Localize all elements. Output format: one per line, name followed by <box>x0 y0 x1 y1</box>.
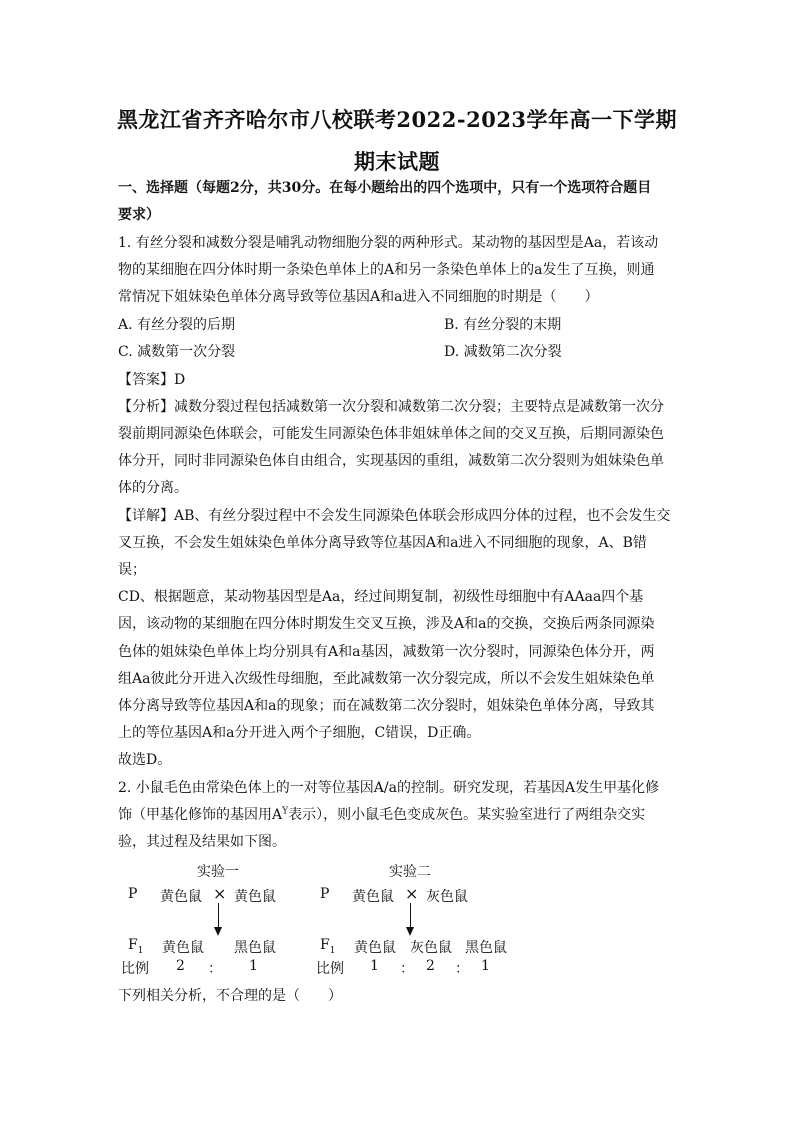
q2-question: 下列相关分析，不合理的是（ ） <box>118 988 342 1004</box>
exp2-parent2: 灰色鼠 <box>426 889 468 905</box>
exp1-parent2: 黄色鼠 <box>234 889 276 905</box>
q1-option-c: C. 减数第一次分裂 <box>118 344 236 360</box>
exp2-offspring-yellow: 黄色鼠 <box>354 940 396 956</box>
exp2-title: 实验二 <box>389 864 431 880</box>
q1-detail-line3: 误； <box>118 562 146 578</box>
exp1-f1-letter: F <box>128 937 138 953</box>
q1-detail-line2: 叉互换，不会发生姐妹染色单体分离导致等位基因A和a进入不同细胞的现象，A、B错 <box>118 535 647 551</box>
q1-analysis-line4: 体的分离。 <box>118 480 188 496</box>
q2-stem-line3: 验，其过程及结果如下图。 <box>118 834 286 850</box>
q2-stem-line1: 2. 小鼠毛色由常染色体上的一对等位基因A/a的控制。研究发现，若基因A发生甲基化修 <box>118 780 660 796</box>
exp1-ratio-colon: ： <box>208 961 222 977</box>
exp2-ratio-2: 2 <box>426 958 435 974</box>
exp2-ratio-colon-1: ： <box>400 961 414 977</box>
q1-analysis-line3: 体分开，同时非同源染色体自由组合，实现基因的重组，减数第二次分裂则为姐妹染色单 <box>118 453 664 469</box>
q1-stem-line2: 物的某细胞在四分体时期一条染色单体上的A和另一条染色单体上的a发生了互换，则通 <box>118 262 655 278</box>
q1-detail-line1: 【详解】AB、有丝分裂过程中不会发生同源染色体联会形成四分体的过程，也不会发生交 <box>118 508 671 524</box>
page-title-line2: 期末试题 <box>354 149 440 174</box>
exp1-f1-subscript: 1 <box>137 946 144 956</box>
exp2-ratio-1: 1 <box>370 958 379 974</box>
exp2-parent1: 黄色鼠 <box>352 889 394 905</box>
q1-stem-line3: 常情况下姐妹染色单体分离导致等位基因A和a进入不同细胞的时期是（ ） <box>118 289 599 305</box>
q1-option-d: D. 减数第二次分裂 <box>444 344 562 360</box>
exp2-ratio-label: 比例 <box>316 961 344 977</box>
exp1-offspring-yellow: 黄色鼠 <box>162 940 204 956</box>
q1-detail-line9: 上的等位基因A和a分开进入两个子细胞，C错误，D正确。 <box>118 725 481 741</box>
exp2-arrow-head <box>406 927 414 936</box>
exp2-ratio-3: 1 <box>481 958 490 974</box>
exp1-parent1: 黄色鼠 <box>160 889 202 905</box>
exp2-cross-symbol: × <box>405 884 419 903</box>
q1-stem-line1: 1. 有丝分裂和减数分裂是哺乳动物细胞分裂的两种形式。某动物的基因型是Aa，若该动 <box>118 235 659 251</box>
exp1-ratio-label: 比例 <box>121 961 149 977</box>
q1-detail-line4: CD、根据题意，某动物基因型是Aa，经过间期复制，初级性母细胞中有AAaa四个基 <box>118 589 644 605</box>
exp2-offspring-black: 黑色鼠 <box>465 940 507 956</box>
q1-detail-line7: 组Aa彼此分开进入次级性母细胞，至此减数第一次分裂完成，所以不会发生姐妹染色单 <box>118 671 655 687</box>
exp1-ratio-1: 2 <box>176 958 185 974</box>
q1-detail-line6: 色体的姐妹染色单体上均分别具有A和a基因，减数第一次分裂时，同源染色体分开，两 <box>118 644 655 660</box>
exp1-cross-symbol: × <box>213 884 227 903</box>
exp2-f1-label <box>320 937 336 956</box>
q1-answer: 【答案】D <box>118 372 186 388</box>
exp1-offspring-black: 黑色鼠 <box>234 940 276 956</box>
section-heading-line1: 一、选择题（每题2分，共30分。在每小题给出的四个选项中，只有一个选项符合题目 <box>118 180 652 196</box>
section-heading-line2: 要求） <box>118 207 160 223</box>
exp1-title: 实验一 <box>197 864 239 880</box>
exp1-arrow-line <box>218 903 219 928</box>
q2-stem-line2-part2: 表示），则小鼠毛色变成灰色。某实验室进行了两组杂交实 <box>288 807 646 823</box>
q2-stem-line2 <box>118 806 645 824</box>
exp2-offspring-gray: 灰色鼠 <box>410 940 452 956</box>
q2-stem-line2-part1: 饰（甲基化修饰的基因用A <box>118 807 283 823</box>
exp1-arrow-head <box>214 927 222 936</box>
exp1-f1-label <box>128 937 144 956</box>
exp2-p-label: P <box>320 886 330 902</box>
q1-option-b: B. 有丝分裂的末期 <box>444 317 562 333</box>
q1-analysis-line1: 【分析】减数分裂过程包括减数第一次分裂和减数第二次分裂；主要特点是减数第一次分 <box>118 399 664 415</box>
exp2-f1-letter: F <box>320 937 330 953</box>
exp2-ratio-colon-2: ： <box>455 961 469 977</box>
q2-superscript-y: Y <box>282 806 289 817</box>
exp2-f1-subscript: 1 <box>329 946 336 956</box>
q1-detail-line8: 体分离导致等位基因A和a的现象；而在减数第二次分裂时，姐妹染色单体分离，导致其 <box>118 698 655 714</box>
exp1-p-label: P <box>128 886 138 902</box>
exp1-ratio-2: 1 <box>249 958 258 974</box>
page-title-line1: 黑龙江省齐齐哈尔市八校联考2022-2023学年高一下学期 <box>116 107 678 132</box>
q1-detail-line5: 因，该动物的某细胞在四分体时期发生交叉互换，涉及A和a的交换，交换后两条同源染 <box>118 616 655 632</box>
q1-conclusion: 故选D。 <box>118 752 172 768</box>
q1-option-a: A. 有丝分裂的后期 <box>118 317 236 333</box>
exp2-arrow-line <box>410 903 411 928</box>
q1-analysis-line2: 裂前期同源染色体联会，可能发生同源染色体非姐妹单体之间的交叉互换，后期同源染色 <box>118 426 664 442</box>
